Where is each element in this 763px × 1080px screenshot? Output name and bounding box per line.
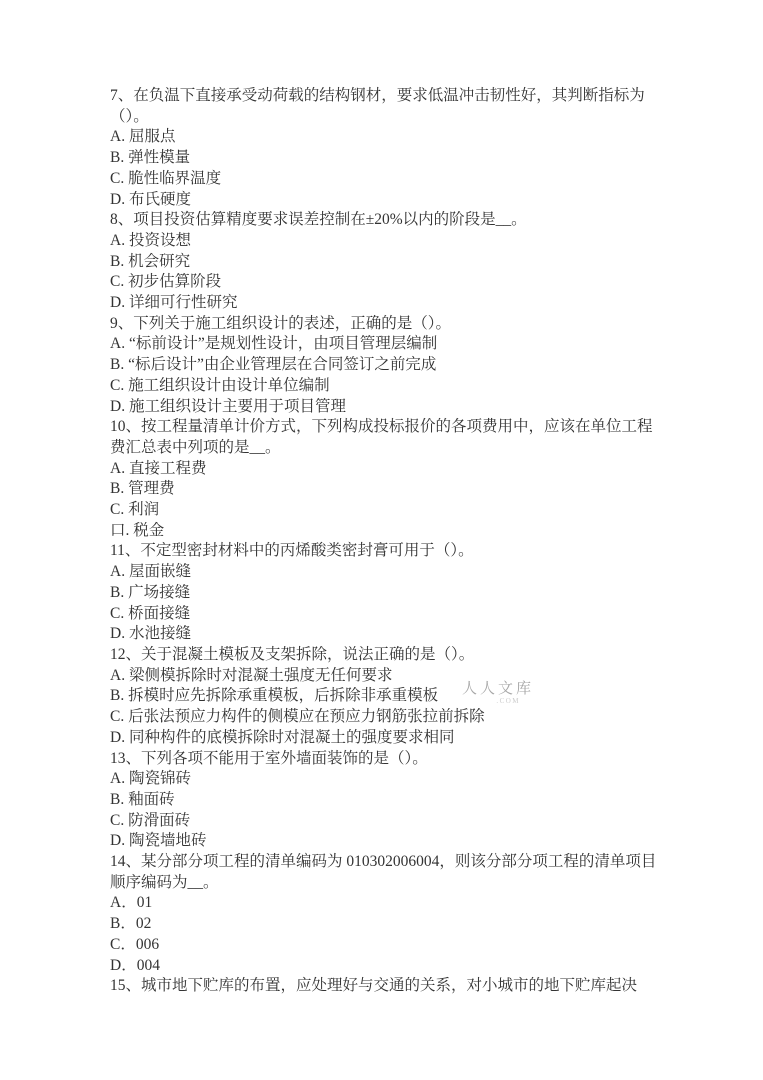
option-d: D. 水池接缝 xyxy=(110,625,191,643)
option-b: B. 釉面砖 xyxy=(110,790,175,808)
question-text: 10、按工程量清单计价方式，下列构成投标报价的各项费用中，应该在单位工程费汇总表中列项的是__。 xyxy=(110,418,653,456)
option-a: A. 梁侧模拆除时对混凝土强度无任何要求 xyxy=(110,666,393,684)
question-14 xyxy=(110,852,657,976)
question-text: 12、关于混凝土模板及支架拆除，说法正确的是（）。 xyxy=(110,645,475,663)
option-c: C. 脆性临界温度 xyxy=(110,169,222,187)
question-9 xyxy=(110,314,657,418)
question-7 xyxy=(110,86,657,210)
option-a: A. 屋面嵌缝 xyxy=(110,563,191,581)
question-10 xyxy=(110,417,657,541)
exam-page xyxy=(110,86,657,997)
option-b: B. 机会研究 xyxy=(110,252,191,270)
option-c: C. 防滑面砖 xyxy=(110,811,191,829)
option-c: C. 施工组织设计由设计单位编制 xyxy=(110,376,330,394)
watermark-title: 人人文库 xyxy=(462,681,535,697)
option-a: A. “标前设计”是规划性设计，由项目管理层编制 xyxy=(110,335,438,353)
option-a: A．01 xyxy=(110,894,153,912)
question-15 xyxy=(110,976,657,997)
option-d: D. 同种构件的底模拆除时对混凝土的强度要求相同 xyxy=(110,728,455,746)
option-b: B. “标后设计”由企业管理层在合同签订之前完成 xyxy=(110,356,437,374)
watermark-subtitle: .COM xyxy=(496,697,521,705)
question-12 xyxy=(110,645,657,749)
option-a: A. 直接工程费 xyxy=(110,459,207,477)
option-c: C. 利润 xyxy=(110,501,160,519)
question-text: 7、在负温下直接承受动荷载的结构钢材，要求低温冲击韧性好，其判断指标为（）。 xyxy=(110,87,645,125)
question-text: 9、下列关于施工组织设计的表述，正确的是（）。 xyxy=(110,314,452,332)
option-b: B. 拆模时应先拆除承重模板，后拆除非承重模板 xyxy=(110,687,439,705)
question-text: 8、项目投资估算精度要求误差控制在±20%以内的阶段是__。 xyxy=(110,211,527,229)
option-d: D. 布氏硬度 xyxy=(110,190,191,208)
question-13 xyxy=(110,749,657,853)
question-text: 11、不定型密封材料中的丙烯酸类密封膏可用于（）。 xyxy=(110,542,474,560)
option-a: A. 陶瓷锦砖 xyxy=(110,770,191,788)
option-c: C. 初步估算阶段 xyxy=(110,273,222,291)
option-c: C. 后张法预应力构件的侧模应在预应力钢筋张拉前拆除 xyxy=(110,708,485,726)
question-11 xyxy=(110,541,657,645)
option-d: D. 施工组织设计主要用于项目管理 xyxy=(110,397,346,415)
question-text: 14、某分部分项工程的清单编码为 010302006004，则该分部分项工程的清单项目顺序编码为__。 xyxy=(110,853,657,891)
question-text: 15、城市地下贮库的布置，应处理好与交通的关系，对小城市的地下贮库起决 xyxy=(110,977,638,995)
option-b: B. 弹性模量 xyxy=(110,149,191,167)
question-text: 13、下列各项不能用于室外墙面装饰的是（）。 xyxy=(110,749,428,767)
option-a: A. 投资设想 xyxy=(110,231,191,249)
option-d: D．004 xyxy=(110,956,160,974)
option-b: B．02 xyxy=(110,915,152,933)
option-d: D. 陶瓷墙地砖 xyxy=(110,832,207,850)
option-c: C. 桥面接缝 xyxy=(110,604,191,622)
option-a: A. 屈服点 xyxy=(110,128,176,146)
option-b: B. 广场接缝 xyxy=(110,583,191,601)
option-b: B. 管理费 xyxy=(110,480,175,498)
question-8 xyxy=(110,210,657,314)
option-d: 口. 税金 xyxy=(110,521,165,539)
option-d: D. 详细可行性研究 xyxy=(110,294,238,312)
option-c: C．006 xyxy=(110,935,160,953)
